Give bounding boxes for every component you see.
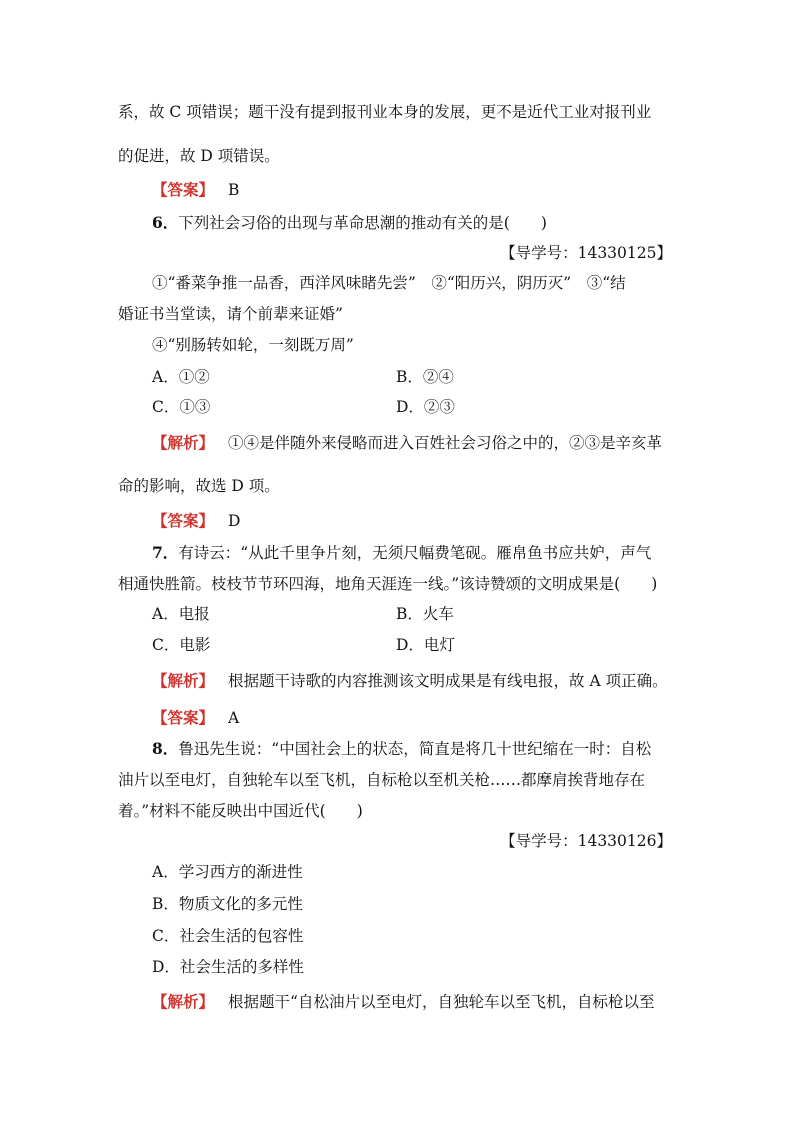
option-c: C．①③	[152, 398, 211, 416]
q6-answer	[152, 511, 240, 531]
q6-stem	[152, 213, 547, 233]
answer-value: D	[228, 512, 241, 530]
option-d: D．②③	[396, 398, 455, 416]
option-b: B．②④	[396, 368, 454, 386]
q8-stem-cont: 油片以至电灯，自独轮车以至飞机，自标枪以至机关枪……都摩肩挨背地存在	[118, 771, 646, 789]
question-text: 鲁迅先生说：“中国社会上的状态，简直是将几十世纪缩在一时：自松	[178, 740, 652, 758]
q7-answer	[152, 708, 239, 728]
answer-label: 【答案】	[152, 511, 215, 530]
question-number: 8．	[152, 739, 179, 758]
q5-answer	[152, 180, 239, 200]
option-a: A．①②	[152, 368, 210, 386]
option-b: B．物质文化的多元性	[152, 895, 303, 913]
analysis-label: 【解析】	[152, 992, 215, 1011]
analysis-label: 【解析】	[152, 433, 215, 452]
answer-label: 【答案】	[152, 708, 215, 727]
answer-label: 【答案】	[152, 180, 215, 199]
question-text: 下列社会习俗的出现与革命思潮的推动有关的是( )	[178, 214, 547, 232]
guide-number: 【导学号：14330125】	[500, 244, 672, 262]
q7-stem-cont: 相通快胜箭。枝枝节节环四海，地角天涯连一线。”该诗赞颂的文明成果是( )	[118, 575, 658, 593]
question-text: 有诗云：“从此千里争片刻，无须尺幅费笔砚。雁帛鱼书应共妒，声气	[178, 544, 652, 562]
q6-items-line: 婚证书当堂读，请个前辈来证婚”	[118, 305, 343, 323]
text-line: 系，故 C 项错误；题干没有提到报刊业本身的发展，更不是近代工业对报刊业	[118, 103, 652, 121]
q6-analysis	[152, 433, 662, 453]
option-c: C．社会生活的包容性	[152, 927, 304, 945]
analysis-text: ①④是伴随外来侵略而进入百姓社会习俗之中的，②③是辛亥革	[228, 434, 663, 452]
q8-analysis	[152, 992, 654, 1012]
q7-stem	[152, 543, 651, 563]
answer-value: B	[228, 181, 240, 199]
guide-number: 【导学号：14330126】	[500, 832, 672, 850]
option-a: A．电报	[152, 605, 210, 623]
q6-analysis-cont: 命的影响，故选 D 项。	[118, 477, 280, 495]
q8-stem	[152, 739, 651, 759]
question-number: 6．	[152, 213, 179, 232]
text-line: 的促进，故 D 项错误。	[118, 147, 280, 165]
answer-value: A	[228, 709, 240, 727]
analysis-text: 根据题干“自松油片以至电灯，自独轮车以至飞机，自标枪以至	[228, 993, 655, 1011]
q6-items-line: ④“别肠转如轮，一刻既万周”	[152, 336, 354, 354]
option-b: B．火车	[396, 605, 454, 623]
option-a: A．学习西方的渐进性	[152, 863, 303, 881]
q7-analysis	[152, 671, 668, 691]
analysis-text: 根据题干诗歌的内容推测该文明成果是有线电报，故 A 项正确。	[228, 672, 668, 690]
q6-items-line: ①“番菜争推一品香，西洋风味睹先尝” ②“阳历兴，阴历灭” ③“结	[152, 274, 626, 292]
analysis-label: 【解析】	[152, 671, 215, 690]
question-number: 7．	[152, 543, 179, 562]
option-c: C．电影	[152, 636, 211, 654]
option-d: D．电灯	[396, 636, 455, 654]
option-d: D．社会生活的多样性	[152, 958, 304, 976]
q8-stem-cont: 着。”材料不能反映出中国近代( )	[118, 802, 363, 820]
